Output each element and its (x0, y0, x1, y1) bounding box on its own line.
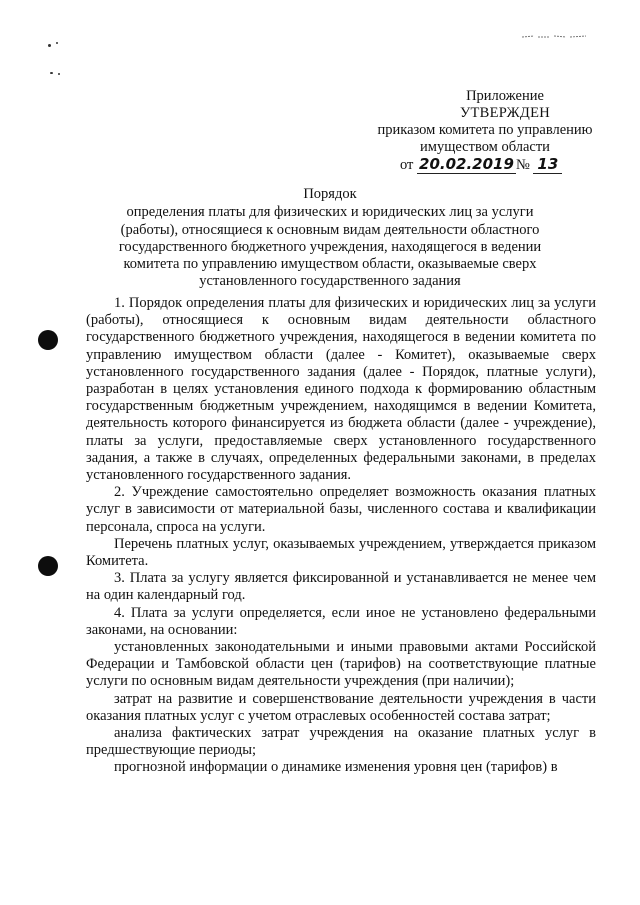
number-sign: № (515, 157, 530, 173)
approval-block (360, 88, 610, 174)
scan-speck (50, 72, 53, 74)
punch-hole-bottom (38, 556, 58, 576)
scan-speck (58, 73, 60, 75)
title-subtitle: определения платы для физических и юридических лиц за услуги (работы), относящиеся к основным видам деятельности областного государственного бюджетного учреждения, находящегося в ведении комитета по управлению имуществом области, оказываемые сверх установленного государственного задания (118, 204, 542, 290)
approval-committee-line: имуществом области (420, 139, 550, 155)
approval-date-line (360, 156, 610, 174)
basis-item-actual-costs: анализа фактических затрат учреждения на оказание платных услуг в предшествующие периоды; (86, 725, 596, 759)
basis-item-tariffs: установленных законодательными и иными правовыми актами Российской Федерации и Тамбовской области цен (тарифов) на соответствующие платные услуги по основным видам деятельности учреждения (при наличии); (86, 639, 596, 690)
handwritten-date: 20.02.2019 (419, 155, 514, 173)
appendix-label: Приложение (466, 88, 544, 104)
scan-speck (48, 44, 51, 47)
paragraph-1: 1. Порядок определения платы для физических и юридических лиц за услуги (работы), относящиеся к основным видам деятельности областного государственного бюджетного учреждения, находящегося в ведении комитета по управлению имуществом области (далее - Комитет), оказываемые сверх установленного государственного задания (далее - Порядок, платные услуги), разработан в целях установления единого подхода к формированию областным государственным бюджетным учреждением, находящимся в ведении Комитета, деятельность которого финансируется из бюджета области (далее - учреждение), платы за услуги, предоставляемые сверх установленного государственного задания, а также в случаях, определенных федеральными законами, в пределах установленного государственного задания. (86, 295, 596, 484)
document-body (86, 295, 596, 777)
title-heading: Порядок (303, 186, 357, 202)
basis-item-development-costs: затрат на развитие и совершенствование деятельности учреждения в части оказания платных услуг с учетом отраслевых особенностей состава затрат; (86, 690, 596, 724)
scan-corner-mark (520, 34, 590, 40)
date-prefix: от (400, 157, 414, 173)
paragraph-2: 2. Учреждение самостоятельно определяет возможность оказания платных услуг в зависимости от материальной базы, численного состава и квалификации персонала, спроса на услуги. (86, 484, 596, 535)
paragraph-3: 3. Плата за услугу является фиксированной и устанавливается не менее чем на один календарный год. (86, 570, 596, 604)
punch-hole-top (38, 330, 58, 350)
handwritten-number: 13 (533, 156, 562, 174)
document-title (100, 186, 560, 291)
approval-order-line: приказом комитета по управлению (377, 122, 593, 138)
approved-label: УТВЕРЖДЕН (459, 105, 551, 121)
basis-item-forecast: прогнозной информации о динамике изменения уровня цен (тарифов) в (114, 759, 558, 776)
paragraph-services-list: Перечень платных услуг, оказываемых учреждением, утверждается приказом Комитета. (86, 535, 596, 570)
paragraph-4: 4. Плата за услуги определяется, если иное не установлено федеральными законами, на основании: (86, 604, 596, 638)
scan-speck (56, 42, 58, 44)
